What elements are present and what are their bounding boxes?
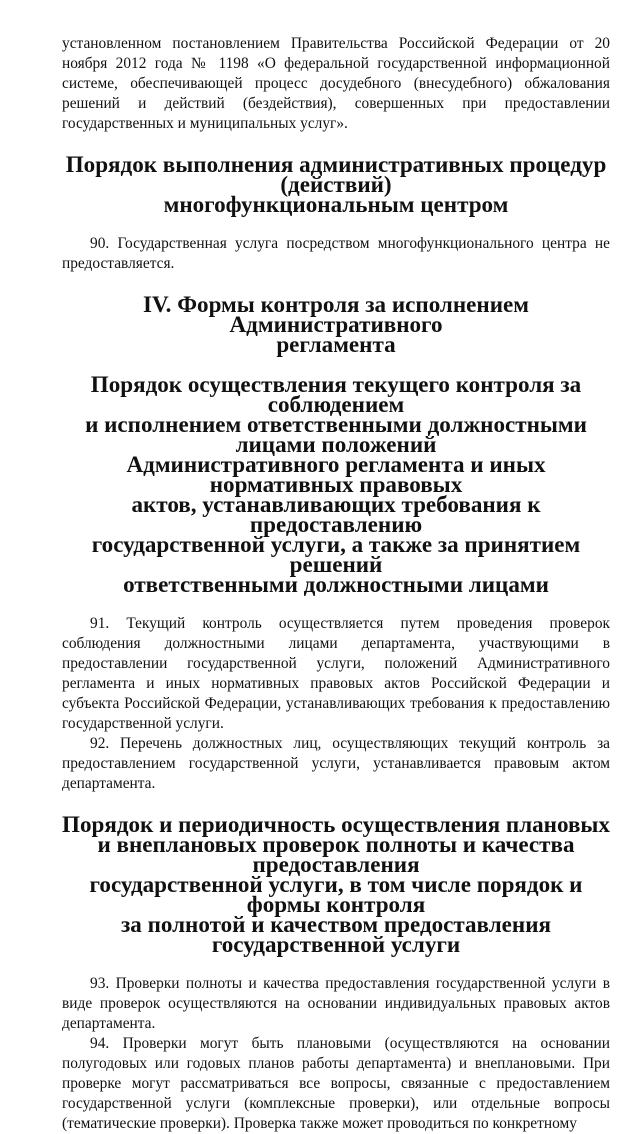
heading-line: Порядок и периодичность осуществления плановых [62, 811, 610, 837]
heading-line: актов, устанавливающих требования к предоставлению [131, 491, 541, 537]
heading-mfc-procedures [62, 151, 610, 217]
heading-line: за полнотой и качеством предоставления государственной услуги [121, 911, 551, 957]
heading-line: Порядок выполнения административных процедур (действий) [65, 151, 607, 197]
heading-section-4 [62, 291, 610, 357]
paragraph-92: 92. Перечень должностных лиц, осуществляющих текущий контроль за предоставлением государственной услуги, устанавливается правовым актом департамента. [62, 735, 610, 792]
paragraph-90: 90. Государственная услуга посредством многофункционального центра не предоставляется. [62, 235, 610, 272]
document-page [62, 34, 610, 1134]
heading-line: Порядок осуществления текущего контроля за соблюдением [90, 371, 582, 417]
heading-line: государственной услуги, а также за принятием решений [91, 531, 581, 577]
heading-line: регламента [276, 331, 396, 357]
heading-line: Административного регламента и иных нормативных правовых [126, 451, 546, 497]
paragraph-93: 93. Проверки полноты и качества предоставления государственной услуги в виде проверок осуществляются на основании индивидуальных правовых актов департамента. [62, 975, 610, 1032]
heading-line: государственной услуги, в том числе порядок и формы контроля [89, 871, 583, 917]
heading-line: и внеплановых проверок полноты и качества предоставления [97, 831, 575, 877]
paragraph-91: 91. Текущий контроль осуществляется путем проведения проверок соблюдения должностными лицами департамента, участвующими в предоставлении государственной услуги, положений Административного регламента и иных нормативных правовых актов Российской Федерации и субъекта Российской Федерации, устанавливающих требования к предоставлению государственной услуги. [62, 615, 610, 732]
heading-line: и исполнением ответственными должностными лицами положений [85, 411, 587, 457]
paragraph-94: 94. Проверки могут быть плановыми (осуществляются на основании полугодовых или годовых планов работы департамента) и внеплановыми. При проверке могут рассматриваться все вопросы, связанные с предоставлением государственной услуги (комплексные проверки), или отдельные вопросы (тематические проверки). Проверка также может проводиться по конкретному [62, 1035, 610, 1132]
heading-line: ответственными должностными лицами [123, 571, 549, 597]
intro-paragraph: установленном постановлением Правительства Российской Федерации от 20 ноября 2012 года № 1198 «О федеральной государственной информационной системе, обеспечивающей процесс досудебного (внесудебного) обжалования решений и действий (бездействия), совершенных при предоставлении государственных и муниципальных услуг». [62, 35, 610, 132]
heading-inspections [62, 811, 610, 957]
heading-line: IV. Формы контроля за исполнением Административного [143, 291, 529, 337]
heading-line: многофункциональным центром [163, 191, 509, 217]
heading-current-control [62, 371, 610, 597]
